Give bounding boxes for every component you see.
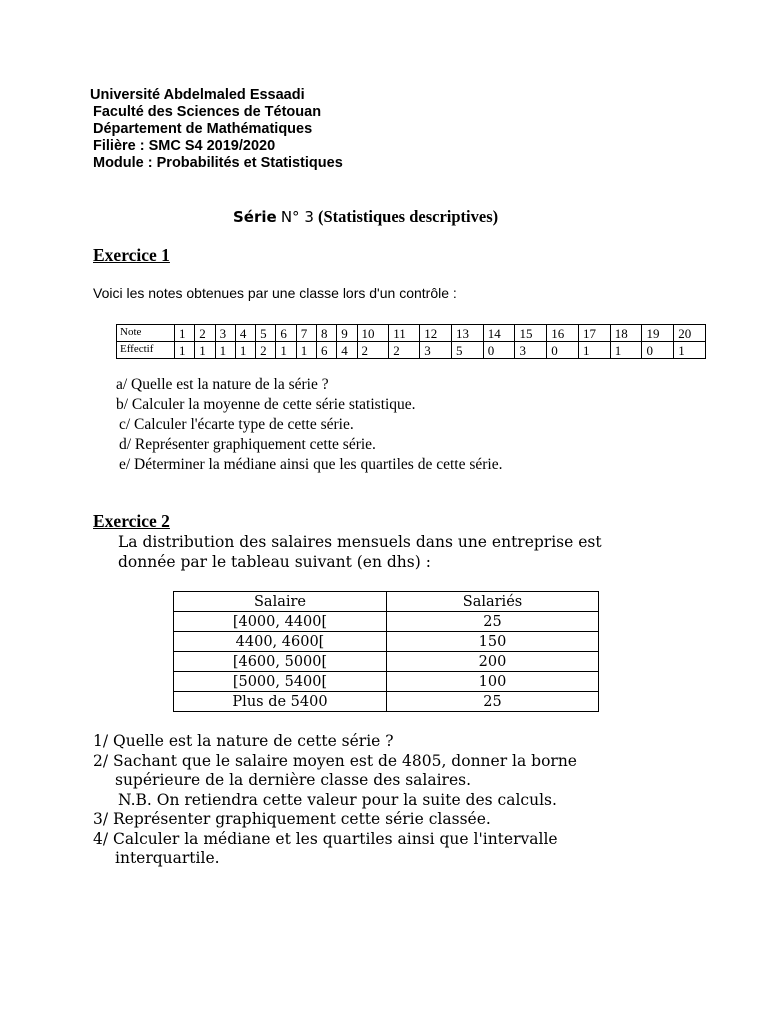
effectif-row [117, 342, 706, 359]
effectif-cell: 1 [235, 342, 255, 359]
employee-count: 25 [387, 692, 599, 712]
effectif-cell: 2 [256, 342, 276, 359]
serie-label: Série [233, 208, 277, 226]
page-title [233, 207, 498, 227]
note-cell: 7 [296, 325, 316, 342]
employee-count: 100 [387, 672, 599, 692]
exercise2-intro-line1: La distribution des salaires mensuels dans une entreprise est [118, 533, 602, 551]
question-c: c/ Calculer l'écarte type de cette série. [119, 416, 354, 433]
program-name: Filière : SMC S4 2019/2020 [93, 138, 276, 154]
effectif-cell: 1 [578, 342, 610, 359]
effectif-cell: 1 [195, 342, 215, 359]
effectif-cell: 1 [215, 342, 235, 359]
notes-row-label: Note [117, 325, 175, 342]
note-cell: 16 [547, 325, 579, 342]
question-2-line1: 2/ Sachant que le salaire moyen est de 4805, donner la borne [93, 751, 577, 770]
exercise1-title: Exercice 1 [93, 245, 170, 265]
effectif-cell: 1 [610, 342, 642, 359]
serie-subtitle: (Statistiques descriptives) [318, 207, 499, 226]
salary-class: Plus de 5400 [174, 692, 387, 712]
effectif-cell: 2 [357, 342, 389, 359]
exercise1-questions [116, 375, 502, 475]
exercise1-intro: Voici les notes obtenues par une classe lors d'un contrôle : [93, 285, 457, 301]
question-e: e/ Déterminer la médiane ainsi que les quartiles de cette série. [119, 456, 503, 473]
salary-class: 4400, 4600[ [174, 632, 387, 652]
question-3: 3/ Représenter graphiquement cette série classée. [93, 810, 491, 828]
note-cell: 19 [642, 325, 674, 342]
exercise2-intro-line2: donnée par le tableau suivant (en dhs) : [118, 553, 431, 571]
table-row [174, 612, 599, 632]
salary-class: [5000, 5400[ [174, 672, 387, 692]
header-salaries: Salariés [387, 592, 599, 612]
note-cell: 6 [276, 325, 296, 342]
note-cell: 14 [483, 325, 515, 342]
salary-table-header [174, 592, 599, 612]
effectif-cell: 6 [316, 342, 336, 359]
notes-row [117, 325, 706, 342]
serie-number: N° 3 [280, 208, 314, 226]
salary-class: [4600, 5000[ [174, 652, 387, 672]
note-cell: 8 [316, 325, 336, 342]
employee-count: 200 [387, 652, 599, 672]
institution-header [90, 87, 343, 172]
table-row [174, 632, 599, 652]
effectif-cell: 1 [175, 342, 195, 359]
table-row [174, 692, 599, 712]
note-cell: 5 [256, 325, 276, 342]
header-salaire: Salaire [174, 592, 387, 612]
note-cell: 9 [337, 325, 357, 342]
question-1: 1/ Quelle est la nature de cette série ? [93, 732, 394, 750]
question-d: d/ Représenter graphiquement cette série. [119, 436, 376, 453]
note-cell: 11 [389, 325, 420, 342]
effectif-row-label: Effectif [117, 342, 175, 359]
exercise2-title: Exercice 2 [93, 511, 170, 531]
table-row [174, 652, 599, 672]
question-4-line1: 4/ Calculer la médiane et les quartiles ainsi que l'intervalle [93, 829, 558, 848]
question-4-line2: interquartile. [115, 849, 220, 867]
employee-count: 150 [387, 632, 599, 652]
note-cell: 18 [610, 325, 642, 342]
effectif-cell: 0 [483, 342, 515, 359]
salary-class: [4000, 4400[ [174, 612, 387, 632]
notes-table [116, 324, 706, 359]
effectif-cell: 3 [515, 342, 547, 359]
effectif-cell: 4 [337, 342, 357, 359]
effectif-cell: 2 [389, 342, 420, 359]
effectif-cell: 5 [451, 342, 483, 359]
salary-table [173, 591, 599, 712]
effectif-cell: 1 [276, 342, 296, 359]
question-a: a/ Quelle est la nature de la série ? [116, 376, 329, 393]
note-cell: 4 [235, 325, 255, 342]
note-cell: 15 [515, 325, 547, 342]
effectif-cell: 0 [642, 342, 674, 359]
note-cell: 20 [674, 325, 706, 342]
effectif-cell: 1 [674, 342, 706, 359]
faculty-name: Faculté des Sciences de Tétouan [93, 104, 322, 120]
note-cell: 3 [215, 325, 235, 342]
effectif-cell: 0 [547, 342, 579, 359]
effectif-cell: 1 [296, 342, 316, 359]
question-2-line2: supérieure de la dernière classe des salaires. [115, 771, 472, 789]
note-cell: 2 [195, 325, 215, 342]
note-cell: 10 [357, 325, 389, 342]
exercise2-questions [93, 732, 577, 869]
note-cell: 1 [175, 325, 195, 342]
university-name: Université Abdelmaled Essaadi [90, 87, 305, 103]
question-b: b/ Calculer la moyenne de cette série statistique. [116, 396, 416, 413]
employee-count: 25 [387, 612, 599, 632]
note-cell: 12 [420, 325, 452, 342]
module-name: Module : Probabilités et Statistiques [93, 155, 343, 171]
table-row [174, 672, 599, 692]
question-2-note: N.B. On retiendra cette valeur pour la suite des calculs. [118, 790, 557, 809]
note-cell: 13 [451, 325, 483, 342]
department-name: Département de Mathématiques [93, 121, 313, 137]
effectif-cell: 3 [420, 342, 452, 359]
note-cell: 17 [578, 325, 610, 342]
